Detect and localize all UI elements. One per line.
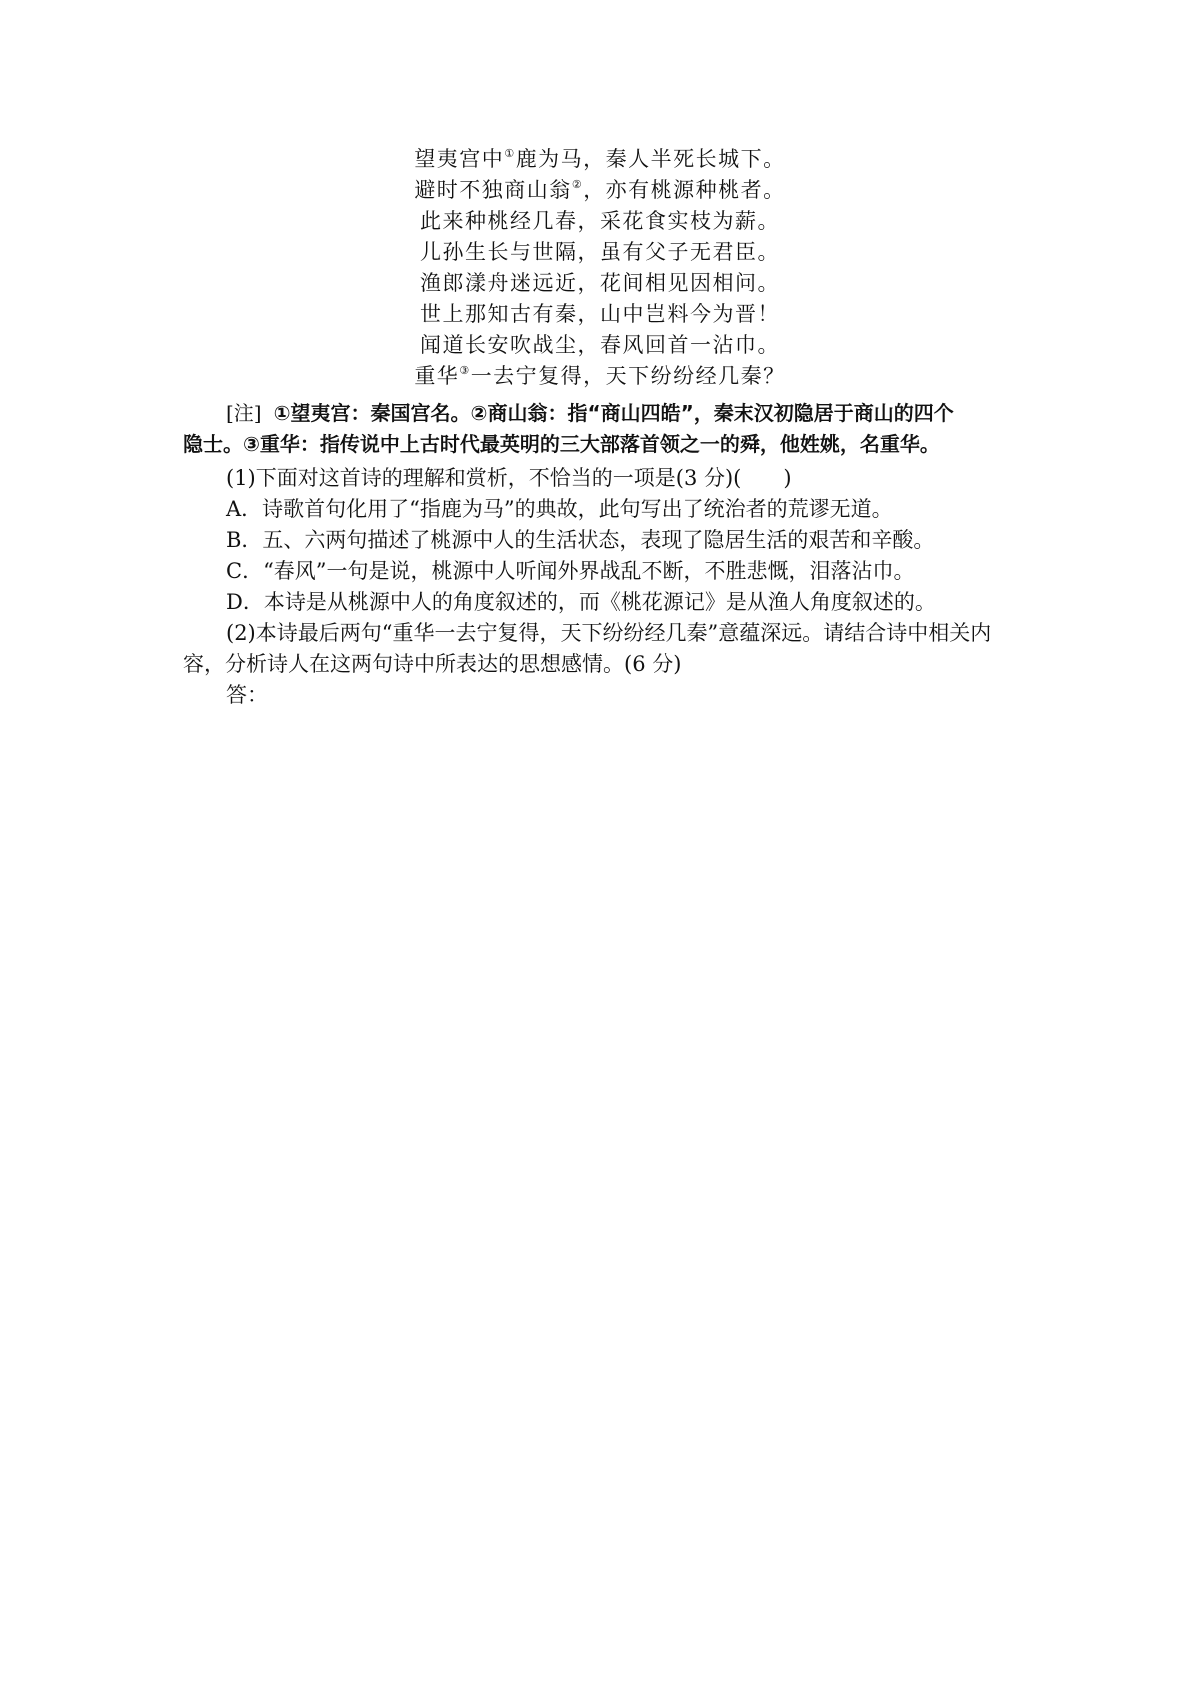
poem-line-text: 世上那知古有秦，山中岂料今为晋！ xyxy=(420,302,780,326)
question-1-stem: (1)下面对这首诗的理解和赏析，不恰当的一项是(3 分)( ) xyxy=(226,466,792,490)
poem-line-text: 儿孙生长与世隔，虽有父子无君臣。 xyxy=(420,240,780,264)
poem-line xyxy=(180,144,1020,175)
answer-label: 答： xyxy=(226,683,268,707)
poem-line xyxy=(180,268,1020,299)
option-b: B．五、六两句描述了桃源中人的生活状态，表现了隐居生活的艰苦和辛酸。 xyxy=(226,528,935,552)
poem-line-text: 鹿为马，秦人半死长城下。 xyxy=(515,147,786,171)
poem-line-text: 望夷宫中 xyxy=(414,147,505,171)
poem-line xyxy=(180,361,1020,392)
poem-line-text: 重华 xyxy=(414,364,460,388)
note-tag: [注] xyxy=(226,401,262,425)
note-text-line1: ①望夷宫：秦国宫名。②商山翁：指“商山四皓”，秦末汉初隐居于商山的四个 xyxy=(273,401,954,425)
footnote-marker: ③ xyxy=(459,364,471,377)
poem-line-text: 避时不独商山翁 xyxy=(414,178,572,202)
annotation-note xyxy=(183,398,1028,429)
footnote-marker: ① xyxy=(504,147,516,160)
option-c: C．“春风”一句是说，桃源中人听闻外界战乱不断，不胜悲慨，泪落沾巾。 xyxy=(226,559,915,583)
poem-line-text: 此来种桃经几春，采花食实枝为薪。 xyxy=(420,209,780,233)
poem-line xyxy=(180,237,1020,268)
question-2-stem-continued: 容，分析诗人在这两句诗中所表达的思想感情。(6 分) xyxy=(183,652,682,676)
option-d: D．本诗是从桃源中人的角度叙述的，而《桃花源记》是从渔人角度叙述的。 xyxy=(226,590,936,614)
poem-line xyxy=(180,299,1020,330)
poem-line xyxy=(180,330,1020,361)
option-a: A．诗歌首句化用了“指鹿为马”的典故，此句写出了统治者的荒谬无道。 xyxy=(226,497,893,521)
poem-line-text: 一去宁复得，天下纷纷经几秦？ xyxy=(470,364,786,388)
poem-block xyxy=(180,144,1020,392)
question-section xyxy=(183,398,1028,711)
poem-line xyxy=(180,175,1020,206)
footnote-marker: ② xyxy=(571,178,584,191)
annotation-note-continued: 隐士。③重华：指传说中上古时代最英明的三大部落首领之一的舜，他姓姚，名重华。 xyxy=(183,432,940,456)
question-2-stem: (2)本诗最后两句“重华一去宁复得，天下纷纷经几秦”意蕴深远。请结合诗中相关内 xyxy=(226,621,992,645)
poem-line xyxy=(180,206,1020,237)
poem-line-text: 闻道长安吹战尘，春风回首一沾巾。 xyxy=(420,333,780,357)
poem-line-text: ，亦有桃源种桃者。 xyxy=(583,178,786,202)
poem-line-text: 渔郎漾舟迷远近，花间相见因相问。 xyxy=(420,271,780,295)
